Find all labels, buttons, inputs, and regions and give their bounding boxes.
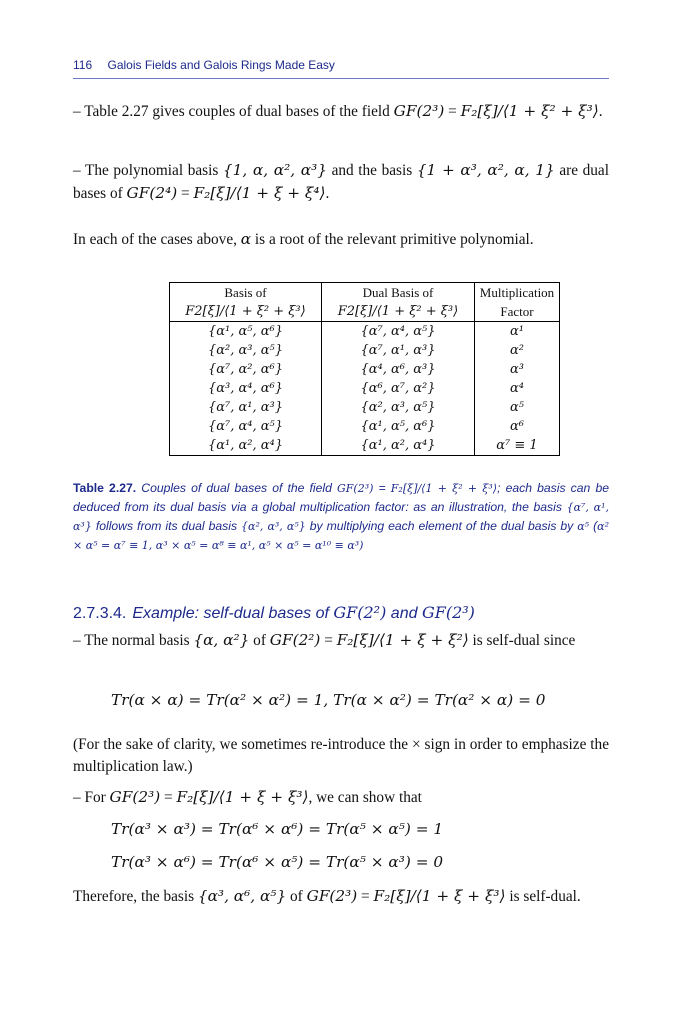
text: of bbox=[249, 632, 270, 649]
cell: α⁷ ≡ 1 bbox=[475, 436, 560, 456]
text: ( bbox=[589, 519, 598, 533]
paragraph-table-ref: – Table 2.27 gives couples of dual bases of the field GF(2³) = F₂[ξ]/⟨1 + ξ² + ξ³⟩. bbox=[73, 102, 603, 120]
text: follows from its dual basis bbox=[91, 519, 242, 533]
math: {α², α³, α⁵} bbox=[241, 520, 306, 533]
paragraph-normal-basis: – The normal basis {α, α²} of GF(2²) = F₂[ξ]/⟨1 + ξ + ξ²⟩ is self-dual since bbox=[73, 631, 576, 649]
math: α² × α⁵ = α⁷ ≡ 1, α³ × α⁵ = α⁸ ≡ α¹, α⁵ × α⁵ = α¹⁰ ≡ α³) bbox=[73, 520, 609, 552]
cell: {α⁷, α⁴, α⁵} bbox=[170, 417, 322, 436]
cell: {α¹, α², α⁴} bbox=[170, 436, 322, 456]
header-rule bbox=[73, 78, 609, 79]
paragraph-gf23: – For GF(2³) = F₂[ξ]/⟨1 + ξ + ξ³⟩, we can show that bbox=[73, 788, 422, 806]
header-basis: Basis of bbox=[170, 283, 322, 303]
cell: {α¹, α⁵, α⁶} bbox=[170, 322, 322, 342]
table-row bbox=[170, 379, 560, 398]
table-row bbox=[170, 436, 560, 456]
paragraph-polynomial-basis: – The polynomial basis {1, α, α², α³} and the basis {1 + α³, α², α, 1} are dual bases of GF(2⁴) = F₂[ξ]/⟨1 + ξ + ξ⁴⟩. bbox=[73, 161, 609, 202]
text: is a root of the relevant primitive polynomial. bbox=[251, 231, 534, 248]
caption-label: Table 2.27. bbox=[73, 481, 137, 495]
math: GF(2³) bbox=[393, 102, 445, 120]
cell: {α⁶, α⁷, α²} bbox=[322, 379, 475, 398]
trace-equation-3: Tr(α³ × α⁶) = Tr(α⁶ × α⁵) = Tr(α⁵ × α³) = 0 bbox=[111, 853, 444, 871]
math: α⁵ bbox=[577, 520, 590, 533]
math: GF(2³) bbox=[306, 887, 358, 905]
math: GF(2²) bbox=[269, 631, 321, 649]
text: ; each basis can be deduced from its dual basis via a global multiplication factor: as an illustration, the basis bbox=[73, 481, 610, 514]
math: F₂[ξ]/⟨1 + ξ + ξ²⟩ bbox=[336, 631, 469, 649]
cell: {α⁷, α², α⁶} bbox=[170, 360, 322, 379]
cell: α⁴ bbox=[475, 379, 560, 398]
math: F₂[ξ]/⟨1 + ξ + ξ⁴⟩ bbox=[193, 184, 326, 202]
cell: {α¹, α⁵, α⁶} bbox=[322, 417, 475, 436]
math: {α³, α⁶, α⁵} bbox=[197, 887, 287, 905]
cell: α⁵ bbox=[475, 398, 560, 417]
text: In each of the cases above, bbox=[73, 231, 241, 248]
header-dual-ring: F2[ξ]/⟨1 + ξ² + ξ³⟩ bbox=[322, 302, 475, 322]
header-basis-ring: F2[ξ]/⟨1 + ξ² + ξ³⟩ bbox=[170, 302, 322, 322]
section-title: Example: self-dual bases of bbox=[132, 605, 334, 622]
text: – The normal basis bbox=[73, 632, 194, 649]
table-row bbox=[170, 398, 560, 417]
table-row bbox=[170, 341, 560, 360]
cell: {α², α³, α⁵} bbox=[170, 341, 322, 360]
text: . bbox=[325, 185, 330, 202]
text: is self-dual. bbox=[505, 888, 581, 905]
text: and the basis bbox=[326, 162, 417, 179]
paragraph-root-note bbox=[73, 228, 609, 251]
math: {1, α, α², α³} bbox=[222, 161, 327, 179]
header-factor-sub: Factor bbox=[475, 302, 560, 322]
header-dual-basis: Dual Basis of bbox=[322, 283, 475, 303]
page-number: 116 bbox=[73, 58, 93, 72]
math: F₂[ξ]/⟨1 + ξ + ξ³⟩ bbox=[373, 887, 506, 905]
table-caption: Table 2.27. Couples of dual bases of the field GF(2³) = F₂[ξ]/⟨1 + ξ² + ξ³⟩; each basis can be deduced from its dual basis via a global multiplication factor: as an illustration, the basis {α⁷, α¹, α³} follows from its dual basis {α², α³, α⁵} by multiplying each element of the dual basis by α⁵ (α² × α⁵ = α⁷ ≡ 1, α³ × α⁵ = α⁸ ≡ α¹, α⁵ × α⁵ = α¹⁰ ≡ α³) bbox=[73, 481, 610, 552]
text: is self-dual since bbox=[468, 632, 576, 649]
cell: α³ bbox=[475, 360, 560, 379]
text: are dual bases of bbox=[73, 162, 609, 202]
running-header bbox=[73, 58, 609, 72]
section-title: and bbox=[386, 605, 422, 622]
math: GF(2³) bbox=[421, 603, 475, 622]
cell: {α⁴, α⁶, α³} bbox=[322, 360, 475, 379]
math: {α, α²} bbox=[193, 631, 250, 649]
cell: {α⁷, α¹, α³} bbox=[170, 398, 322, 417]
trace-equation-1: Tr(α × α) = Tr(α² × α²) = 1, Tr(α × α²) = Tr(α² × α) = 0 bbox=[111, 691, 546, 709]
cell: {α⁷, α⁴, α⁵} bbox=[322, 322, 475, 342]
paragraph-clarity: (For the sake of clarity, we sometimes re-introduce the × sign in order to emphasize the multiplication law.) bbox=[73, 736, 609, 775]
text: Therefore, the basis bbox=[73, 888, 198, 905]
cell: α¹ bbox=[475, 322, 560, 342]
table-row bbox=[170, 417, 560, 436]
trace-equation-2: Tr(α³ × α³) = Tr(α⁶ × α⁶) = Tr(α⁵ × α⁵) = 1 bbox=[111, 820, 444, 838]
cell: {α¹, α², α⁴} bbox=[322, 436, 475, 456]
section-number: 2.7.3.4. bbox=[73, 605, 127, 622]
table-row bbox=[170, 322, 560, 342]
paragraph-conclusion: Therefore, the basis {α³, α⁶, α⁵} of GF(2³) = F₂[ξ]/⟨1 + ξ + ξ³⟩ is self-dual. bbox=[73, 887, 581, 905]
running-title: Galois Fields and Galois Rings Made Easy bbox=[107, 58, 335, 72]
math: F₂[ξ]/⟨1 + ξ² + ξ³⟩ bbox=[390, 482, 498, 495]
math: GF(2²) bbox=[333, 603, 387, 622]
math: GF(2⁴) bbox=[126, 184, 178, 202]
header-factor: Multiplication bbox=[475, 283, 560, 303]
text: . bbox=[598, 103, 603, 120]
cell: α² bbox=[475, 341, 560, 360]
cell: {α³, α⁴, α⁶} bbox=[170, 379, 322, 398]
text: – For bbox=[73, 789, 110, 806]
text: by multiplying each element of the dual basis by bbox=[305, 519, 578, 533]
section-heading bbox=[73, 603, 475, 623]
table-row bbox=[170, 360, 560, 379]
text: of bbox=[286, 888, 307, 905]
cell: {α², α³, α⁵} bbox=[322, 398, 475, 417]
cell: {α⁷, α¹, α³} bbox=[322, 341, 475, 360]
math: α bbox=[240, 230, 252, 248]
text: Couples of dual bases of the field bbox=[136, 481, 338, 495]
cell: α⁶ bbox=[475, 417, 560, 436]
dual-bases-table bbox=[169, 282, 560, 456]
text: , we can show that bbox=[308, 789, 422, 806]
text: – The polynomial basis bbox=[73, 162, 223, 179]
math: GF(2³) bbox=[109, 788, 161, 806]
math: F₂[ξ]/⟨1 + ξ + ξ³⟩ bbox=[176, 788, 309, 806]
math: {α⁷, α¹, α³} bbox=[73, 501, 609, 533]
math: {1 + α³, α², α, 1} bbox=[416, 161, 555, 179]
math: F₂[ξ]/⟨1 + ξ² + ξ³⟩ bbox=[460, 102, 599, 120]
text: – Table 2.27 gives couples of dual bases of the field bbox=[73, 103, 394, 120]
math: GF(2³) bbox=[337, 482, 374, 495]
